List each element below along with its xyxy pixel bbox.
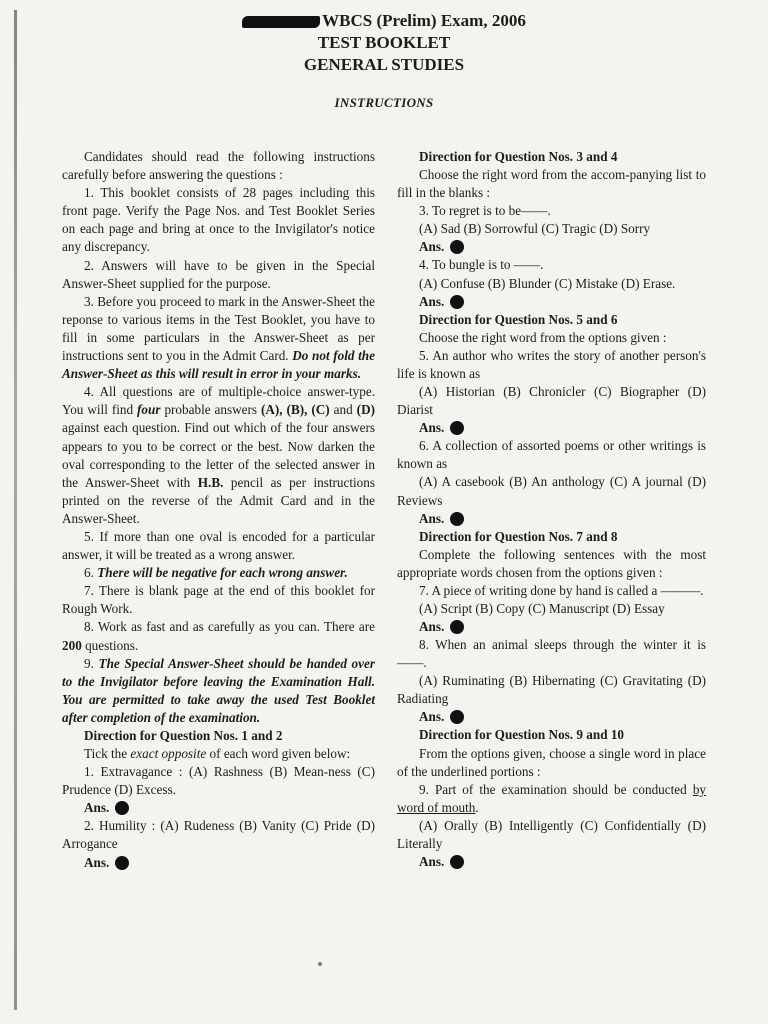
left-column	[62, 148, 375, 872]
answer-mark-icon	[450, 710, 464, 724]
answer-1: Ans.	[62, 799, 375, 817]
page-header	[0, 10, 768, 76]
intro-text: Candidates should read the following instructions carefully before answering the questions :	[62, 149, 375, 183]
question-6-options: (A) A casebook (B) An anthology (C) A journal (D) Reviews	[397, 474, 706, 508]
right-column	[397, 148, 706, 871]
answer-6: Ans.	[397, 510, 706, 528]
answer-2: Ans.	[62, 854, 375, 872]
direction-5-6: Direction for Question Nos. 5 and 6	[419, 311, 618, 327]
direction-1-2: Direction for Question Nos. 1 and 2	[84, 728, 283, 743]
answer-mark-icon	[450, 855, 464, 869]
question-4: 4. To bungle is to ——.	[419, 257, 544, 273]
direction-3-4-text: Choose the right word from the accom-panying list to fill in the blanks :	[397, 167, 706, 201]
question-7: 7. A piece of writing done by hand is called a ———.	[419, 582, 704, 598]
answer-mark-icon	[450, 295, 464, 309]
direction-5-6-text: Choose the right word from the options given :	[419, 329, 667, 345]
answer-mark-icon	[450, 620, 464, 634]
instruction-7: 7. There is blank page at the end of this booklet for Rough Work.	[62, 583, 375, 617]
direction-3-4: Direction for Question Nos. 3 and 4	[419, 149, 618, 164]
answer-5: Ans.	[397, 419, 706, 437]
question-8-options: (A) Ruminating (B) Hibernating (C) Gravitating (D) Radiating	[397, 673, 706, 707]
instruction-4: 4. All questions are of multiple-choice answer-type. You will find four probable answers (A), (B), (C) and (D) against each question. Find out which of the four answers appears to you to be correct or the best. Now darken the oval corresponding to the letter of the selected answer in the Answer-Sheet with H.B. pencil as per instructions printed on the reverse of the Admit Card and in the Answer-Sheet.	[62, 384, 375, 526]
answer-mark-icon	[115, 856, 129, 870]
instructions-heading: INSTRUCTIONS	[334, 95, 434, 110]
underlined-phrase: by word of mouth	[397, 781, 706, 815]
answer-9: Ans.	[397, 853, 706, 871]
question-6: 6. A collection of assorted poems or other writings is known as	[397, 438, 706, 472]
answer-mark-icon	[450, 240, 464, 254]
answer-8: Ans.	[397, 708, 706, 726]
answer-4: Ans.	[397, 293, 706, 311]
direction-7-8: Direction for Question Nos. 7 and 8	[419, 528, 618, 544]
question-9-options: (A) Orally (B) Intelligently (C) Confidentially (D) Literally	[397, 817, 706, 851]
question-4-options: (A) Confuse (B) Blunder (C) Mistake (D) Erase.	[419, 275, 676, 291]
direction-7-8-text: Complete the following sentences with the most appropriate words chosen from the options given :	[397, 546, 706, 580]
direction-1-2-text: Tick the exact opposite of each word given below:	[84, 746, 351, 762]
answer-mark-icon	[450, 512, 464, 526]
question-5: 5. An author who writes the story of another person's life is known as	[397, 347, 706, 381]
question-3: 3. To regret is to be——.	[419, 203, 551, 219]
question-7-options: (A) Script (B) Copy (C) Manuscript (D) Essay	[419, 600, 665, 616]
scan-speck	[318, 962, 322, 966]
answer-7: Ans.	[397, 618, 706, 636]
answer-mark-icon	[115, 801, 129, 815]
question-1: 1. Extravagance : (A) Rashness (B) Mean-ness (C) Prudence (D) Excess.	[62, 764, 375, 798]
direction-9-10-text: From the options given, choose a single word in place of the underlined portions :	[397, 745, 706, 779]
question-5-options: (A) Historian (B) Chronicler (C) Biographer (D) Diarist	[397, 384, 706, 418]
question-2: 2. Humility : (A) Rudeness (B) Vanity (C) Pride (D) Arrogance	[62, 818, 375, 852]
instruction-6: 6. There will be negative for each wrong answer.	[84, 565, 348, 581]
fold-warning: Do not fold the Answer-Sheet as this will result in error in your marks.	[62, 348, 375, 382]
question-8: 8. When an animal sleeps through the winter it is ——.	[397, 637, 706, 671]
instruction-2: 2. Answers will have to be given in the Special Answer-Sheet supplied for the purpose.	[62, 257, 375, 291]
redaction-mark	[242, 16, 320, 28]
question-3-options: (A) Sad (B) Sorrowful (C) Tragic (D) Sorry	[419, 221, 651, 237]
answer-3: Ans.	[397, 238, 706, 256]
instruction-3: 3. Before you proceed to mark in the Answer-Sheet the reponse to various items in the Test Booklet, you have to fill in some particulars in the Answer-Sheet as per instructions sent to you in the Admit Card. Do not fold the Answer-Sheet as this will result in error in your marks.	[62, 293, 375, 382]
instruction-8: 8. Work as fast and as carefully as you can. There are 200 questions.	[62, 619, 375, 653]
subject-title: GENERAL STUDIES	[303, 55, 465, 74]
scan-edge-line	[14, 10, 17, 1010]
booklet-title: TEST BOOKLET	[317, 33, 451, 52]
answer-mark-icon	[450, 421, 464, 435]
question-9: 9. Part of the examination should be conducted by word of mouth.	[397, 781, 706, 815]
instruction-9: 9. The Special Answer-Sheet should be handed over to the Invigilator before leaving the Examination Hall. You are permitted to take away the used Test Booklet after completion of the examination.	[62, 655, 375, 725]
direction-9-10: Direction for Question Nos. 9 and 10	[419, 727, 625, 743]
instruction-1: 1. This booklet consists of 28 pages including this front page. Verify the Page Nos. and Test Booklet Series on each page and bring at once to the Invigilator's notice any discrepancy.	[62, 185, 375, 255]
instruction-5: 5. If more than one oval is encoded for a particular answer, it will be treated as a wrong answer.	[62, 528, 375, 563]
exam-title: WBCS (Prelim) Exam, 2006	[0, 10, 768, 32]
